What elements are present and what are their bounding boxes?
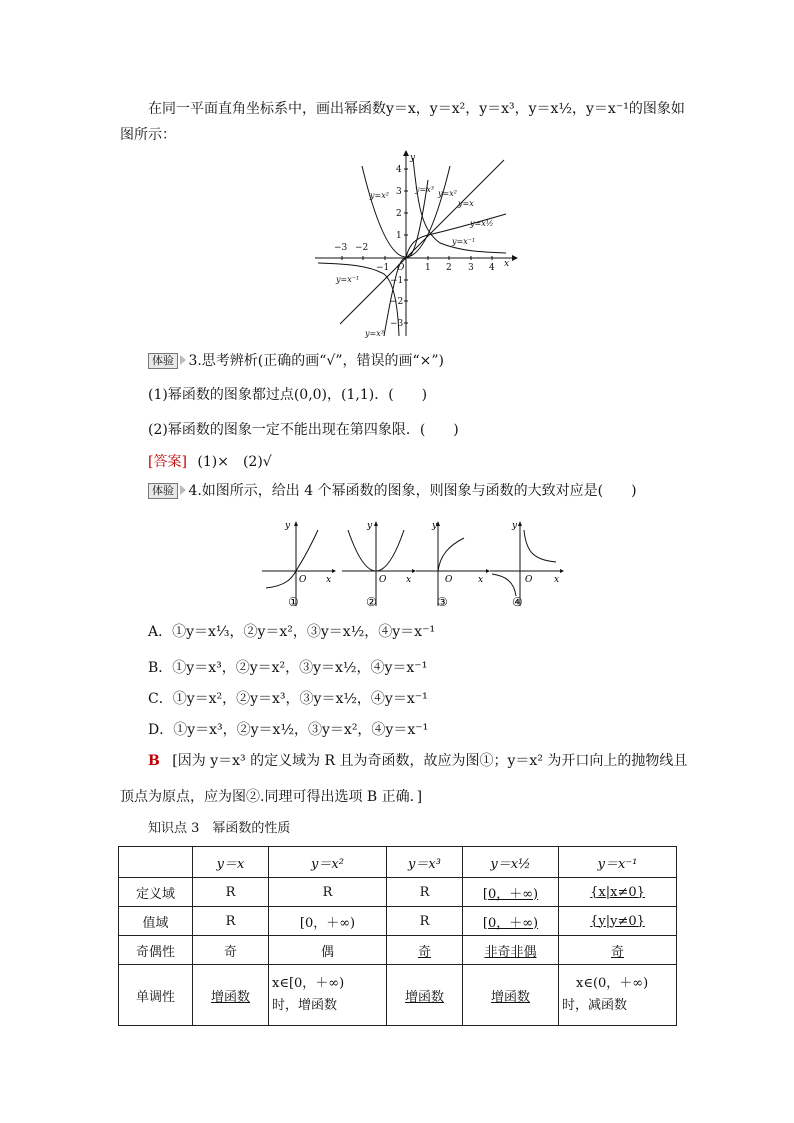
label-x2-left: y=x² bbox=[370, 191, 389, 200]
label-inv-left: y=x⁻¹ bbox=[336, 275, 360, 284]
table-cell: 奇 bbox=[387, 936, 463, 965]
origin: O bbox=[445, 575, 453, 585]
axis-y: y bbox=[432, 521, 438, 531]
table-cell: 奇偶性 bbox=[119, 936, 193, 965]
table-cell: [0，＋∞) bbox=[269, 907, 387, 936]
table-cell: R bbox=[193, 878, 269, 907]
origin: O bbox=[525, 575, 533, 585]
table-header-cell: y＝x⁻¹ bbox=[559, 847, 677, 878]
table-cell: 偶 bbox=[269, 936, 387, 965]
label-sqrt: y=x½ bbox=[470, 219, 494, 228]
table-cell: 单调性 bbox=[119, 965, 193, 1026]
solution-letter: B bbox=[148, 753, 160, 769]
exp3-item-1: (1)幂函数的图象都过点(0,0)，(1,1)．( ) bbox=[148, 387, 428, 403]
table-cell bbox=[559, 965, 677, 1026]
solution-line-1 bbox=[148, 752, 687, 770]
origin-label: O bbox=[397, 263, 405, 273]
table-row bbox=[119, 936, 677, 965]
y-tick-label: 4 bbox=[396, 165, 402, 175]
table-cell: 增函数 bbox=[463, 965, 559, 1026]
table-cell: 非奇非偶 bbox=[463, 936, 559, 965]
table-cell: 值域 bbox=[119, 907, 193, 936]
answer-label: [答案] bbox=[148, 454, 187, 470]
table-cell: R bbox=[387, 878, 463, 907]
section-title: 知识点 3 幂函数的性质 bbox=[148, 821, 291, 836]
power-functions-graph bbox=[310, 148, 520, 343]
axis-x: x bbox=[406, 575, 412, 585]
y-axis-label: y bbox=[410, 153, 416, 163]
answer-text: (1)× (2)√ bbox=[197, 454, 272, 470]
table-header-cell: y＝x³ bbox=[387, 847, 463, 878]
y-tick-label: −3 bbox=[390, 319, 404, 329]
exp-tag: 体验 bbox=[148, 353, 178, 369]
graph-label: ① bbox=[288, 595, 299, 609]
label-x: y=x bbox=[458, 199, 474, 208]
small-graph-2 bbox=[338, 516, 418, 612]
table-cell: 奇 bbox=[559, 936, 677, 965]
label-x3-bottom: y=x³ bbox=[365, 329, 384, 338]
origin: O bbox=[379, 575, 387, 585]
table-header-row bbox=[119, 847, 677, 878]
table-cell bbox=[269, 965, 387, 1026]
x-tick-label: 4 bbox=[489, 263, 495, 273]
table-cell: 增函数 bbox=[387, 965, 463, 1026]
mono-inv-line1: x∈(0，＋∞) bbox=[576, 976, 649, 991]
origin: O bbox=[299, 575, 307, 585]
axis-x: x bbox=[478, 575, 484, 585]
y-tick-label: −1 bbox=[390, 276, 404, 286]
axis-y: y bbox=[512, 521, 518, 531]
small-graph-3 bbox=[412, 516, 492, 612]
table-cell: 定义域 bbox=[119, 878, 193, 907]
y-tick-label: −2 bbox=[390, 297, 404, 307]
solution-text-1: [因为 y＝x³ 的定义域为 R 且为奇函数，故应为图①；y＝x² 为开口向上的抛物线且 bbox=[172, 753, 688, 769]
x-tick-label: 2 bbox=[446, 263, 452, 273]
exp4-prompt bbox=[148, 482, 637, 500]
exp4-prompt-text: 4.如图所示，给出 4 个幂函数的图象，则图象与函数的大致对应是( ) bbox=[188, 483, 637, 499]
x-tick-label: −1 bbox=[376, 263, 390, 273]
exp3-prompt-text: 3.思考辨析(正确的画“√”，错误的画“×”) bbox=[188, 353, 445, 369]
graph-label: ④ bbox=[512, 595, 523, 609]
graph-label: ③ bbox=[437, 595, 448, 609]
table-header-cell: y＝x bbox=[193, 847, 269, 878]
label-inv-right: y=x⁻¹ bbox=[452, 237, 476, 246]
table-header-cell bbox=[119, 847, 193, 878]
intro-line-2: 图所示： bbox=[120, 127, 176, 143]
table-header-cell: y＝x² bbox=[269, 847, 387, 878]
y-tick-label: 2 bbox=[396, 209, 402, 219]
table-cell: 增函数 bbox=[193, 965, 269, 1026]
solution-line-2: 顶点为原点，应为图②.同理可得出选项 B 正确．] bbox=[120, 789, 423, 805]
x-tick-label: −2 bbox=[355, 243, 369, 253]
y-axis-arrow bbox=[403, 150, 409, 156]
exp3-answer bbox=[148, 453, 272, 471]
axis-x: x bbox=[554, 575, 560, 585]
intro-line-1: 在同一平面直角坐标系中，画出幂函数y＝x，y＝x²，y＝x³，y＝x½，y＝x⁻¹的图象如 bbox=[148, 101, 685, 117]
exp3-prompt bbox=[148, 352, 444, 370]
axis-y: y bbox=[367, 521, 373, 531]
table-cell: {x|x≠0} bbox=[559, 878, 677, 907]
curve-y-inv-left bbox=[318, 263, 399, 336]
small-graph-4 bbox=[486, 516, 566, 612]
axis-y: y bbox=[285, 521, 291, 531]
exp3-item-2: (2)幂函数的图象一定不能出现在第四象限．( ) bbox=[148, 422, 459, 438]
table-row bbox=[119, 907, 677, 936]
y-tick-label: 1 bbox=[396, 231, 402, 241]
table-row bbox=[119, 878, 677, 907]
power-function-properties-table bbox=[118, 846, 677, 1026]
table-cell: [0，＋∞) bbox=[463, 878, 559, 907]
table-cell: R bbox=[387, 907, 463, 936]
mono-inv-line2: 时，减函数 bbox=[562, 998, 628, 1013]
table-row bbox=[119, 965, 677, 1026]
y-tick-label: 3 bbox=[396, 187, 402, 197]
x-tick-label: 1 bbox=[425, 263, 431, 273]
option-d: D．①y＝x³，②y＝x½，③y＝x²，④y＝x⁻¹ bbox=[148, 722, 429, 738]
x-axis-label: x bbox=[504, 259, 510, 269]
mono-x2-line2: 时，增函数 bbox=[272, 998, 338, 1013]
label-x2-right: y=x² bbox=[438, 189, 457, 198]
option-b: B．①y＝x³，②y＝x²，③y＝x½，④y＝x⁻¹ bbox=[148, 660, 428, 676]
mono-x2-line1: x∈[0，＋∞) bbox=[272, 976, 345, 991]
small-graph-1 bbox=[258, 516, 338, 612]
label-x3-top: y=x³ bbox=[415, 185, 434, 194]
x-tick-label: 3 bbox=[468, 263, 474, 273]
x-axis-arrow bbox=[512, 255, 518, 261]
option-c: C．①y＝x²，②y＝x³，③y＝x½，④y＝x⁻¹ bbox=[148, 691, 428, 707]
option-a: A．①y＝x⅓，②y＝x²，③y＝x½，④y＝x⁻¹ bbox=[148, 624, 436, 640]
exp-tag: 体验 bbox=[148, 483, 178, 499]
axis-x: x bbox=[326, 575, 332, 585]
table-cell: R bbox=[193, 907, 269, 936]
graph-label: ② bbox=[366, 595, 377, 609]
table-cell: [0，＋∞) bbox=[463, 907, 559, 936]
table-header-cell: y＝x½ bbox=[463, 847, 559, 878]
table-cell: R bbox=[269, 878, 387, 907]
table-cell: {y|y≠0} bbox=[559, 907, 677, 936]
x-tick-label: −3 bbox=[334, 243, 348, 253]
table-cell: 奇 bbox=[193, 936, 269, 965]
